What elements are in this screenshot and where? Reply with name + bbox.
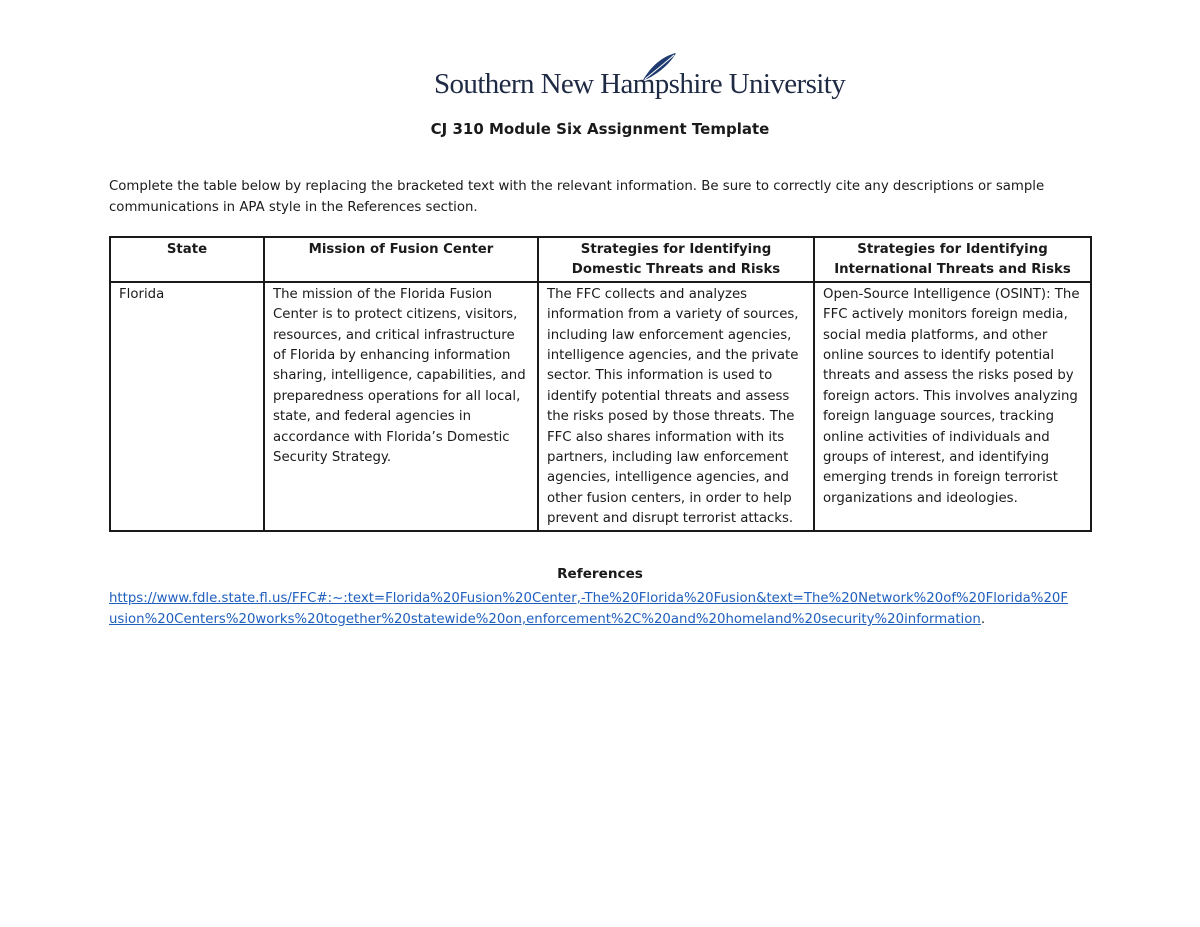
logo-text: Southern New Hampshire University [434, 68, 846, 100]
header-mission: Mission of Fusion Center [264, 237, 538, 282]
fusion-center-table [109, 236, 1092, 532]
reference-period: . [980, 612, 986, 627]
cell-international: Open-Source Intelligence (OSINT): The FFC actively monitors foreign media, social media platforms, and other online sources to identify potential threats and assess the risks posed by foreign actors. This involves analyzing foreign language sources, tracking online activities of individuals and groups of interest, and identifying emerging trends in foreign terrorist organizations and ideologies. [814, 282, 1091, 531]
university-logo [434, 52, 846, 108]
references-heading: References [557, 566, 643, 582]
cell-state: Florida [110, 282, 264, 531]
table-header-row [110, 237, 1091, 282]
header-state: State [110, 237, 264, 282]
cell-mission: The mission of the Florida Fusion Center is to protect citizens, visitors, resources, and critical infrastructure of Florida by enhancing information sharing, intelligence, capabilities, and preparedness operations for all local, state, and federal agencies in accordance with Florida’s Domestic Security Strategy. [264, 282, 538, 531]
reference-entry [109, 588, 1069, 630]
cell-domestic: The FFC collects and analyzes information from a variety of sources, including law enforcement agencies, intelligence agencies, and the private sector. This information is used to identify potential threats and assess the risks posed by those threats. The FFC also shares information with its partners, including law enforcement agencies, intelligence agencies, and other fusion centers, in order to help prevent and disrupt terrorist attacks. [538, 282, 814, 531]
document-title: CJ 310 Module Six Assignment Template [430, 120, 770, 138]
header-international-strategies: Strategies for Identifying International Threats and Risks [814, 237, 1091, 282]
table-row [110, 282, 1091, 531]
reference-link[interactable]: https://www.fdle.state.fl.us/FFC#:~:text=Florida%20Fusion%20Center,-The%20Florida%20Fusion&text=The%20Network%20of%20Florida%20Fusion%20Centers%20works%20together%20statewide%20on,enforcement%2C%20and%20homeland%20security%20information [109, 591, 1069, 627]
header-domestic-strategies: Strategies for Identifying Domestic Threats and Risks [538, 237, 814, 282]
instructions-paragraph: Complete the table below by replacing the bracketed text with the relevant information. Be sure to correctly cite any descriptions or sample communications in APA style in the References section. [109, 179, 1045, 215]
